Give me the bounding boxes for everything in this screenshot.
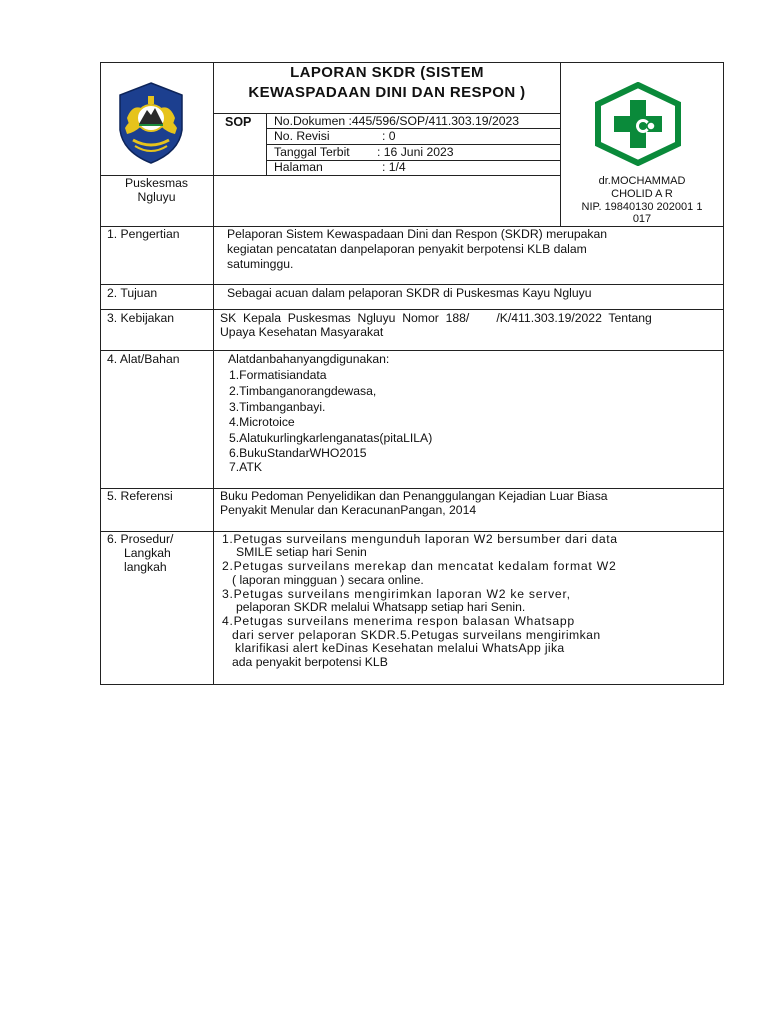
signer-name-line-1: dr.MOCHAMMAD — [598, 175, 686, 187]
kebijakan-line-1: SK Kepala Puskesmas Ngluyu Nomor 188/ /K/411.303.19/2022 Tentang — [220, 311, 652, 325]
table-border-bottom — [100, 684, 724, 685]
prosedur-line-10: ada penyakit berpotensi KLB — [232, 655, 388, 669]
section-label-prosedur-1: 6. Prosedur/ — [107, 532, 174, 546]
page-title-line-2: KEWASPADAAN DINI DAN RESPON ) — [248, 84, 526, 101]
alat-line-3: 2.Timbanganorangdewasa, — [229, 384, 377, 398]
kebijakan-line-2: Upaya Kesehatan Masyarakat — [220, 325, 384, 339]
pengertian-line-2: kegiatan pencatatan danpelaporan penyakit berpotensi KLB dalam — [227, 242, 587, 256]
issue-date-label: Tanggal Terbit — [274, 145, 350, 159]
row-divider-3 — [100, 309, 724, 310]
row-divider-2 — [100, 284, 724, 285]
prosedur-line-9: klarifikasi alert keDinas Kesehatan melalui WhatsApp jika — [235, 641, 565, 655]
institution-name-line-2: Ngluyu — [137, 190, 176, 204]
prosedur-line-6: pelaporan SKDR melalui Whatsapp setiap hari Senin. — [236, 600, 526, 614]
section-label-prosedur-3: langkah — [124, 560, 167, 574]
institution-name-line-1: Puskesmas — [125, 176, 188, 190]
revision-label: No. Revisi — [274, 129, 330, 143]
sop-label: SOP — [225, 115, 252, 129]
table-border-right — [723, 62, 724, 685]
referensi-line-1: Buku Pedoman Penyelidikan dan Penanggulangan Kejadian Luar Biasa — [220, 489, 608, 503]
pengertian-line-3: satuminggu. — [227, 257, 294, 271]
regency-emblem-graphic — [115, 80, 187, 166]
alat-line-8: 7.ATK — [229, 460, 262, 474]
alat-line-1: Alatdanbahanyangdigunakan: — [228, 352, 390, 366]
signer-nip-line-1: NIP. 19840130 202001 1 — [581, 201, 703, 213]
table-border-left — [100, 62, 101, 685]
issue-date-value: : 16 Juni 2023 — [377, 145, 454, 159]
alat-line-4: 3.Timbanganbayi. — [229, 400, 326, 414]
section-label-pengertian: 1. Pengertian — [107, 227, 180, 241]
section-label-prosedur-2: Langkah — [124, 546, 171, 560]
revision-value: : 0 — [382, 129, 396, 143]
prosedur-line-3: 2.Petugas surveilans merekap dan mencatat kedalam format W2 — [222, 559, 617, 573]
section-label-kebijakan: 3. Kebijakan — [107, 311, 175, 325]
section-label-alat-bahan: 4. Alat/Bahan — [107, 352, 180, 366]
pengertian-line-1: Pelaporan Sistem Kewaspadaan Dini dan Respon (SKDR) merupakan — [227, 227, 608, 241]
regency-emblem — [115, 80, 187, 166]
prosedur-line-2: SMILE setiap hari Senin — [236, 545, 367, 559]
column-divider — [213, 62, 214, 685]
document-number: No.Dokumen :445/596/SOP/411.303.19/2023 — [274, 114, 520, 128]
alat-line-2: 1.Formatisiandata — [229, 368, 327, 382]
prosedur-line-1: 1.Petugas surveilans mengunduh laporan W2 bersumber dari data — [222, 532, 618, 546]
alat-line-5: 4.Microtoice — [229, 415, 295, 429]
signer-nip-line-2: 017 — [632, 213, 652, 225]
tujuan-line-1: Sebagai acuan dalam pelaporan SKDR di Puskesmas Kayu Ngluyu — [227, 286, 592, 300]
prosedur-line-7: 4.Petugas surveilans menerima respon balasan Whatsapp — [222, 614, 575, 628]
puskesmas-logo — [593, 82, 683, 166]
prosedur-line-8: dari server pelaporan SKDR.5.Petugas surveilans mengirimkan — [232, 628, 601, 642]
page-label: Halaman — [274, 160, 323, 174]
page-value: : 1/4 — [382, 160, 406, 174]
section-label-tujuan: 2. Tujuan — [107, 286, 158, 300]
referensi-line-2: Penyakit Menular dan KeracunanPangan, 2014 — [220, 503, 477, 517]
prosedur-line-5: 3.Petugas surveilans mengirimkan laporan W2 ke server, — [222, 587, 571, 601]
page-title-line-1: LAPORAN SKDR (SISTEM — [290, 64, 484, 81]
puskesmas-logo-graphic — [593, 82, 683, 166]
signer-name-line-2: CHOLID A R — [611, 188, 673, 200]
alat-line-6: 5.Alatukurlingkarlenganatas(pitaLILA) — [229, 431, 433, 445]
alat-line-7: 6.BukuStandarWHO2015 — [229, 446, 367, 460]
section-label-referensi: 5. Referensi — [107, 489, 173, 503]
row-divider-4 — [100, 350, 724, 351]
prosedur-line-4: ( laporan mingguan ) secara online. — [232, 573, 424, 587]
